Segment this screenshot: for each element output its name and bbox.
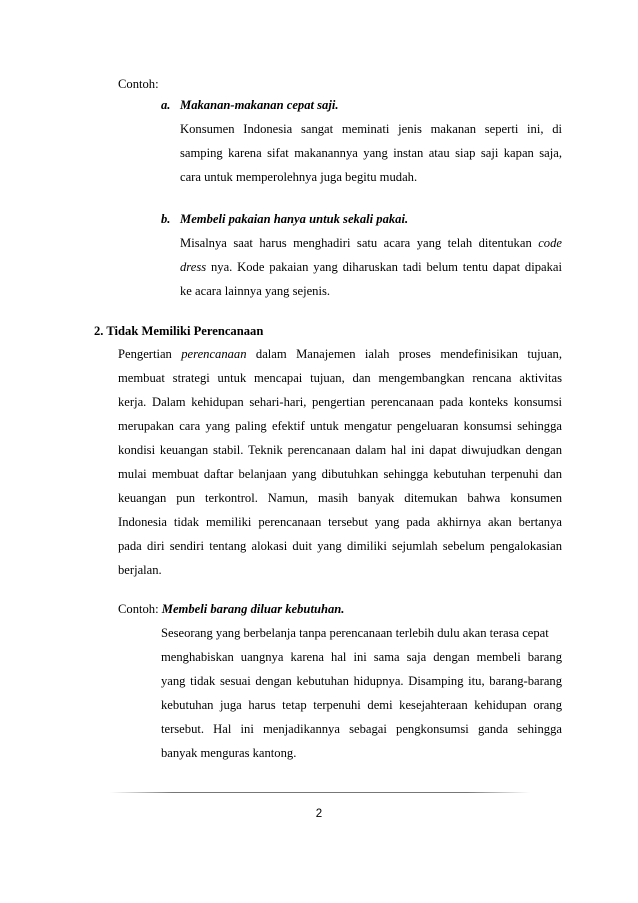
section-heading: 2. Tidak Memiliki Perencanaan [94, 324, 264, 338]
list-marker-b: b. [161, 212, 171, 226]
paragraph-line: dress nya. Kode pakaian yang diharuskan tadi belum tentu dapat dipakai [180, 260, 562, 274]
page-number: 2 [315, 808, 323, 820]
paragraph-line: Misalnya saat harus menghadiri satu acara yang telah ditentukan code [180, 236, 562, 250]
footer-divider [110, 792, 530, 793]
paragraph-line: banyak menguras kantong. [161, 746, 297, 760]
paragraph-line: samping karena sifat makanannya yang instan atau siap saji kapan saja, [180, 146, 562, 160]
paragraph-line: ke acara lainnya yang sejenis. [180, 284, 331, 298]
paragraph-line: merupakan cara yang paling efektif untuk mengatur pengeluaran konsumsi sehingga [118, 419, 562, 433]
paragraph-line: Konsumen Indonesia sangat meminati jenis makanan seperti ini, di [180, 122, 562, 136]
paragraph-line: pada diri sendiri tentang alokasi duit yang dimiliki sejumlah sebelum pengalokasian [118, 539, 562, 553]
paragraph-line: Seseorang yang berbelanja tanpa perencanaan terlebih dulu akan terasa cepat [161, 626, 549, 640]
list-marker-a: a. [161, 98, 171, 112]
example-title-a: Makanan-makanan cepat saji. [180, 98, 339, 112]
paragraph-line: Indonesia tidak memiliki perencanaan tersebut yang pada akhirnya akan bertanya [118, 515, 562, 529]
example-title: Membeli barang diluar kebutuhan. [161, 602, 345, 616]
paragraph-line: Pengertian perencanaan dalam Manajemen ialah proses mendefinisikan tujuan, [118, 347, 562, 361]
paragraph-line: kerja. Dalam kehidupan sehari-hari, pengertian perencanaan pada konteks konsumsi [118, 395, 562, 409]
paragraph-line: kondisi keuangan stabil. Teknik perencanaan dalam hal ini dapat diwujudkan dengan [118, 443, 562, 457]
paragraph-line: keuangan pun terkontrol. Namun, masih banyak ditemukan bahwa konsumen [118, 491, 562, 505]
paragraph-line: kebutuhan juga harus tetap terpenuhi demi kesejahteraan kehidupan orang [161, 698, 562, 712]
example-title-b: Membeli pakaian hanya untuk sekali pakai. [180, 212, 409, 226]
paragraph-line: berjalan. [118, 563, 162, 577]
paragraph-line: cara untuk memperolehnya juga begitu mudah. [180, 170, 418, 184]
paragraph-line: membuat strategi untuk mencapai tujuan, dan mengembangkan rencana aktivitas [118, 371, 562, 385]
paragraph-line: menghabiskan uangnya karena hal ini sama saja dengan membeli barang [161, 650, 562, 664]
paragraph-line: tersebut. Hal ini menjadikannya sebagai pengkonsumsi ganda sehingga [161, 722, 562, 736]
contoh-label: Contoh: [118, 77, 159, 91]
paragraph-line: yang tidak sesuai dengan kebutuhan hidupnya. Disamping itu, barang-barang [161, 674, 562, 688]
paragraph-line: mulai membuat daftar belanjaan yang dibutuhkan sehingga kebutuhan terpenuhi dan [118, 467, 562, 481]
contoh-label: Contoh: Membeli barang diluar kebutuhan. [118, 602, 345, 616]
